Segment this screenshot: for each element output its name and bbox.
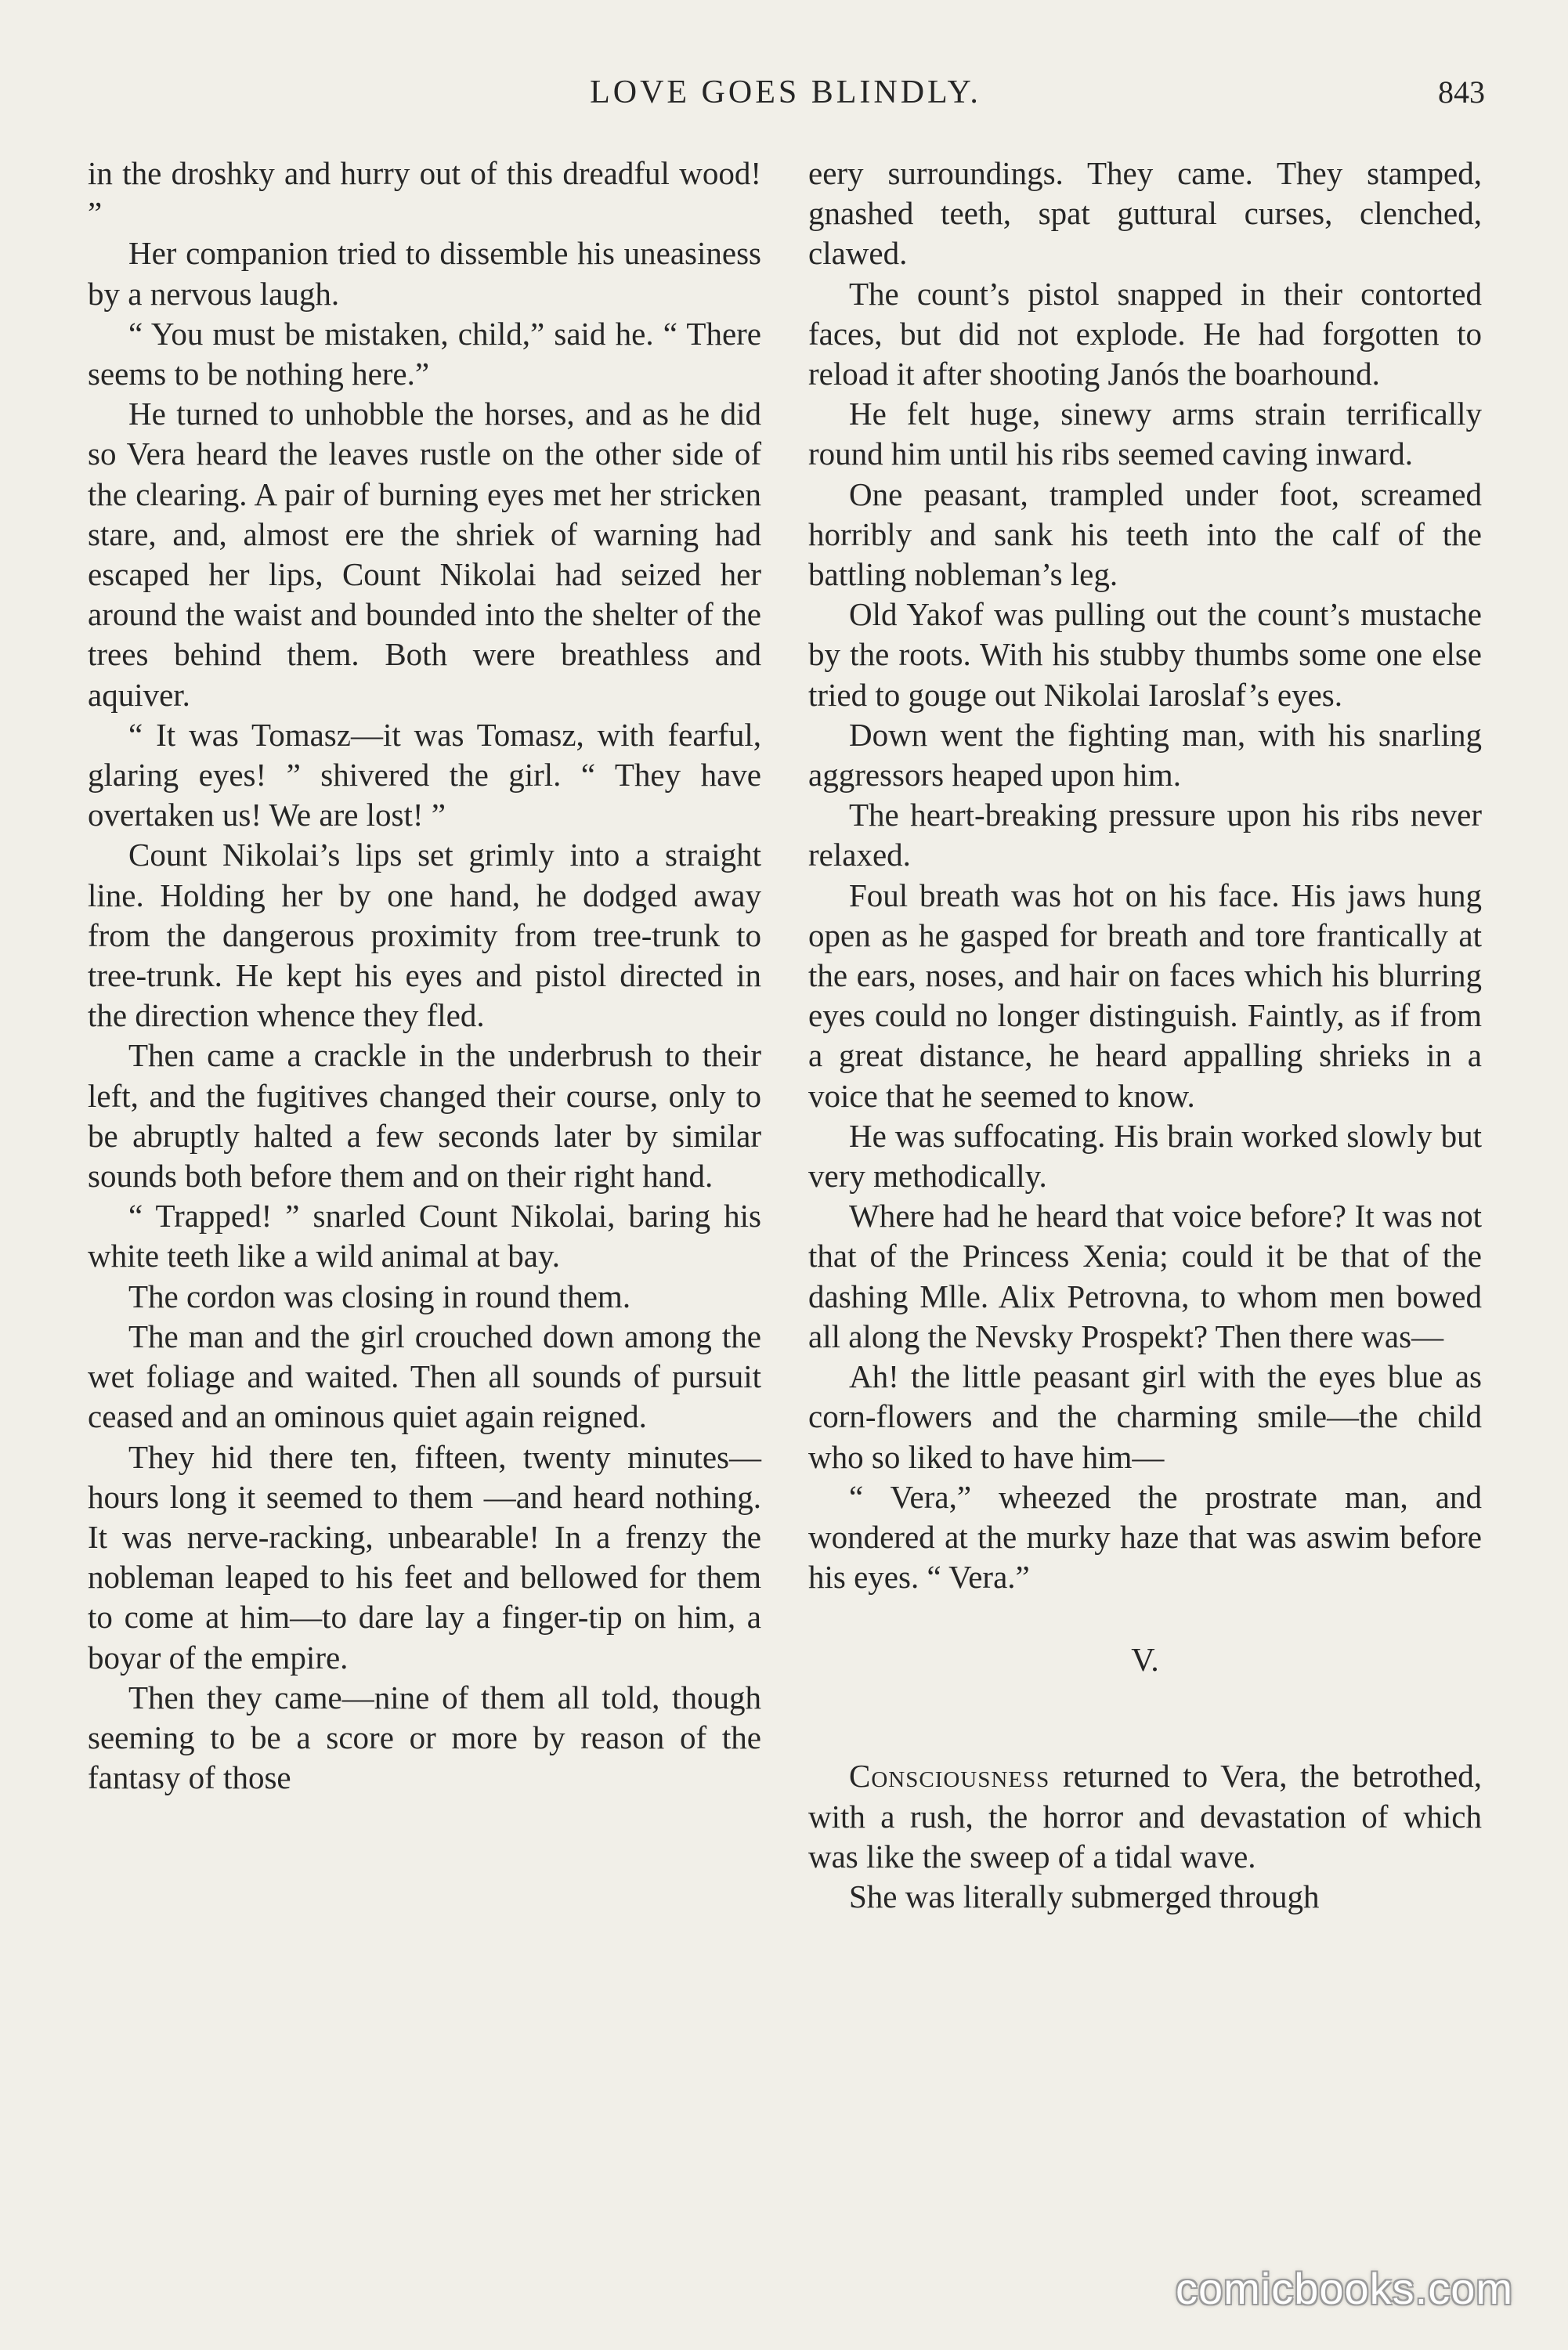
paragraph: Her companion tried to dissemble his uneasiness by a nervous laugh.	[88, 235, 761, 312]
paragraph: He felt huge, sinewy arms strain terrifically round him until his ribs seemed caving inward.	[808, 396, 1482, 472]
paragraph: Foul breath was hot on his face. His jaws hung open as he gasped for breath and tore frantically at the ears, noses, and hair on faces which his blurring eyes could no longer distinguish. Faintly, as if from a great distance, he heard appalling shrieks in a voice that he seemed to know.	[808, 877, 1482, 1114]
right-column	[808, 154, 1482, 1917]
paragraph: eery surroundings. They came. They stamped, gnashed teeth, spat guttural curses, clenched, clawed.	[808, 155, 1482, 272]
paragraph: Count Nikolai’s lips set grimly into a straight line. Holding her by one hand, he dodged away from the dangerous proximity from tree-trunk to tree-trunk. He kept his eyes and pistol directed in the direction whence they fled.	[88, 837, 761, 1034]
paragraph: The cordon was closing in round them.	[128, 1278, 631, 1314]
running-title: LOVE GOES BLINDLY.	[590, 74, 981, 110]
paragraph: He was suffocating. His brain worked slowly but very methodically.	[808, 1117, 1482, 1195]
paragraph: Then they came—nine of them all told, though seeming to be a score or more by reason of the fantasy of those	[88, 1679, 761, 1796]
paragraph: He turned to unhobble the horses, and as he did so Vera heard the leaves rustle on the other side of the clearing. A pair of burning eyes met her stricken stare, and, almost ere the shriek of warning had escaped her lips, Count Nikolai had seized her around the waist and bounded into the shelter of the trees behind them. Both were breathless and aquiver.	[88, 396, 761, 713]
paragraph: Down went the fighting man, with his snarling aggressors heaped upon him.	[808, 716, 1482, 794]
opening-text: returned to Vera, the betrothed, with a rush, the horror and devastation of which was like the sweep of a tidal wave.	[808, 1758, 1482, 1875]
opening-word: Consciousness	[849, 1758, 1050, 1795]
section-heading: V.	[1131, 1643, 1159, 1679]
paragraph: “ Trapped! ” snarled Count Nikolai, baring his white teeth like a wild animal at bay.	[88, 1198, 761, 1274]
paragraph: One peasant, trampled under foot, screamed horribly and sank his teeth into the calf of the battling nobleman’s leg.	[808, 475, 1482, 593]
paragraph: in the droshky and hurry out of this dreadful wood! ”	[88, 155, 761, 232]
left-column	[88, 154, 761, 1798]
watermark: comicbooks.com	[1175, 2264, 1513, 2313]
section-opening-paragraph	[808, 1756, 1482, 1877]
paragraph: “ Vera,” wheezed the prostrate man, and wondered at the murky haze that was aswim before his eyes. “ Vera.”	[808, 1478, 1482, 1596]
paragraph: The heart-breaking pressure upon his ribs never relaxed.	[808, 797, 1482, 873]
paragraph: “ You must be mistaken, child,” said he. “ There seems to be nothing here.”	[88, 315, 761, 392]
paragraph: Old Yakof was pulling out the count’s mustache by the roots. With his stubby thumbs some one else tried to gouge out Nikolai Iaroslaf’s eyes.	[808, 596, 1482, 713]
page-number: 843	[1438, 74, 1485, 110]
paragraph: The man and the girl crouched down among the wet foliage and waited. Then all sounds of pursuit ceased and an ominous quiet again reigned.	[88, 1318, 761, 1435]
page-header	[86, 69, 1485, 116]
paragraph: Ah! the little peasant girl with the eyes blue as corn-flowers and the charming smile—the child who so liked to have him—	[808, 1358, 1482, 1475]
paragraph: “ It was Tomasz—it was Tomasz, with fearful, glaring eyes! ” shivered the girl. “ They have overtaken us! We are lost! ”	[88, 716, 761, 833]
paragraph: The count’s pistol snapped in their contorted faces, but did not explode. He had forgotten to reload it after shooting Janós the boarhound.	[808, 275, 1482, 392]
paragraph: They hid there ten, fifteen, twenty minutes—hours long it seemed to them —and heard nothing. It was nerve-racking, unbearable! In a frenzy the nobleman leaped to his feet and bellowed for them to come at him—to dare lay a finger-tip on him, a boyar of the empire.	[88, 1438, 761, 1676]
paragraph: Then came a crackle in the underbrush to their left, and the fugitives changed their course, only to be abruptly halted a few seconds later by similar sounds both before them and on their right hand.	[88, 1037, 761, 1195]
paragraph: Where had he heard that voice before? It was not that of the Princess Xenia; could it be that of the dashing Mlle. Alix Petrovna, to whom men bowed all along the Nevsky Prospekt? Then there was—	[808, 1198, 1482, 1354]
paragraph: She was literally submerged through	[849, 1878, 1320, 1914]
